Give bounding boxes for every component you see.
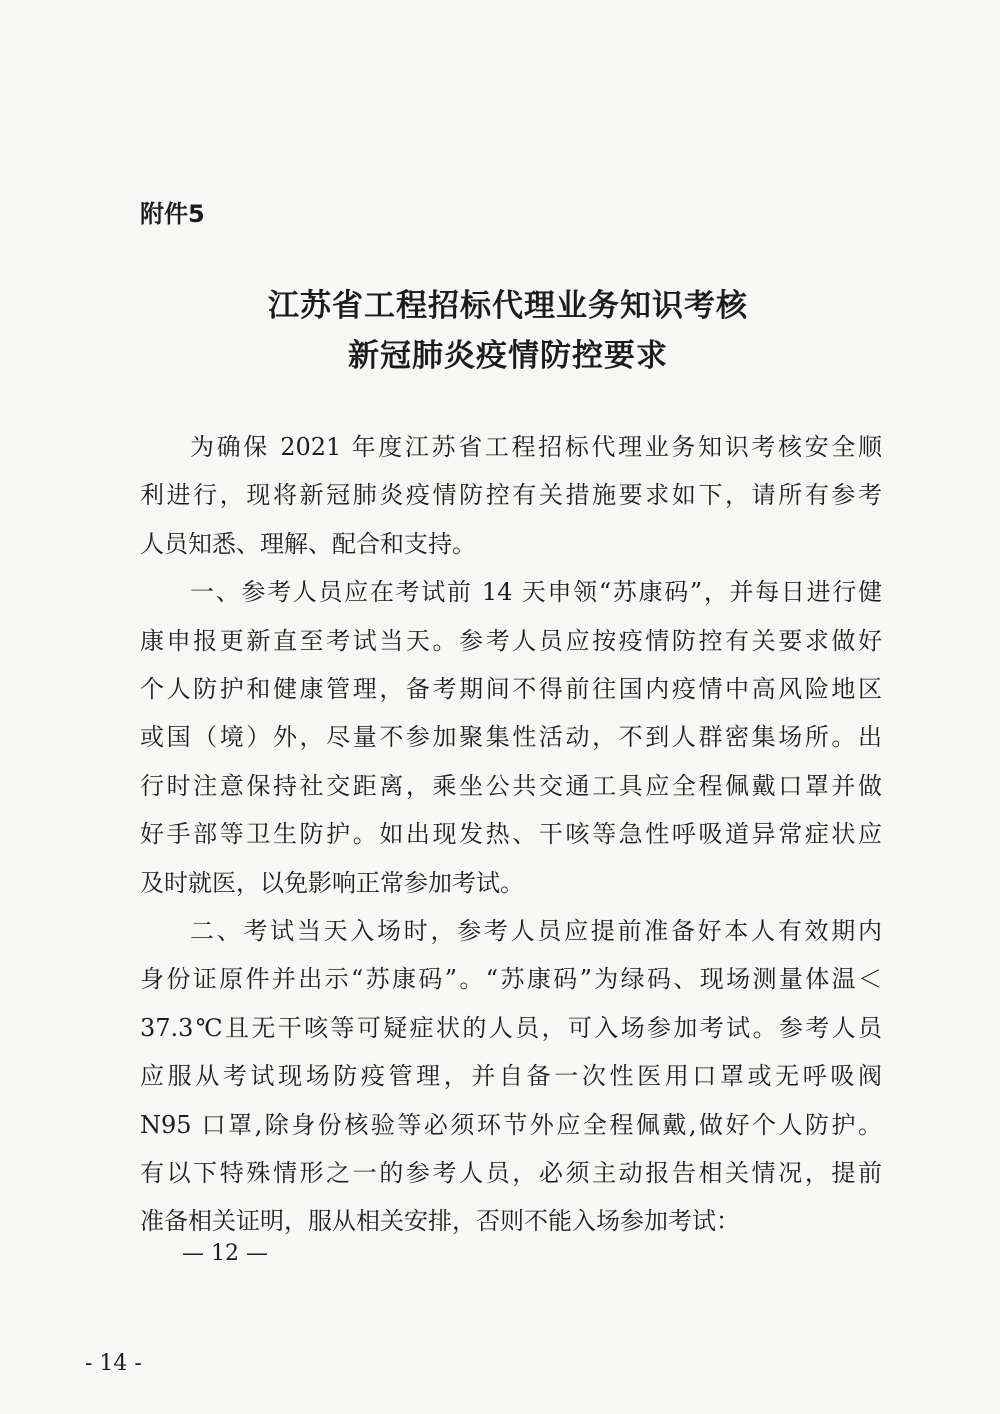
paragraph-2-line: 及时就医，以免影响正常参加考试。 — [140, 869, 524, 897]
paragraph-2-line: 个人防护和健康管理，备考期间不得前往国内疫情中高风险地区 — [140, 675, 882, 703]
document-title-line-2: 新冠肺炎疫情防控要求 — [348, 338, 668, 374]
paragraph-3-line: 37.3℃且无干咳等可疑症状的人员，可入场参加考试。参考人员 — [140, 1014, 882, 1042]
paragraph-2-line: 或国（境）外，尽量不参加聚集性活动，不到人群密集场所。出 — [140, 723, 882, 751]
paragraph-3-line: 二、考试当天入场时，参考人员应提前准备好本人有效期内 — [190, 917, 882, 945]
paragraph-1-line: 利进行，现将新冠肺炎疫情防控有关措施要求如下，请所有参考 — [140, 481, 882, 509]
paragraph-1-line: 人员知悉、理解、配合和支持。 — [140, 530, 476, 558]
inner-page-number: — 12 — — [182, 1241, 268, 1266]
outer-page-number: - 14 - — [85, 1351, 142, 1376]
paragraph-3-line: 应服从考试现场防疫管理，并自备一次性医用口罩或无呼吸阀 — [140, 1062, 882, 1090]
paragraph-3-line: 准备相关证明，服从相关安排，否则不能入场参加考试： — [140, 1207, 740, 1235]
paragraph-1-line: 为确保 2021 年度江苏省工程招标代理业务知识考核安全顺 — [190, 433, 882, 461]
document-title-line-1: 江苏省工程招标代理业务知识考核 — [268, 288, 748, 324]
attachment-label: 附件5 — [140, 200, 205, 228]
paragraph-2-line: 好手部等卫生防护。如出现发热、干咳等急性呼吸道异常症状应 — [140, 820, 882, 848]
paragraph-3-line: N95 口罩,除身份核验等必须环节外应全程佩戴,做好个人防护。 — [140, 1111, 882, 1139]
paragraph-3-line: 身份证原件并出示“苏康码”。“苏康码”为绿码、现场测量体温＜ — [140, 965, 882, 993]
paragraph-2-line: 一、参考人员应在考试前 14 天申领“苏康码”，并每日进行健 — [190, 578, 882, 606]
paragraph-3-line: 有以下特殊情形之一的参考人员，必须主动报告相关情况，提前 — [140, 1159, 882, 1187]
paragraph-2-line: 行时注意保持社交距离，乘坐公共交通工具应全程佩戴口罩并做 — [140, 772, 882, 800]
paragraph-2-line: 康申报更新直至考试当天。参考人员应按疫情防控有关要求做好 — [140, 627, 882, 655]
